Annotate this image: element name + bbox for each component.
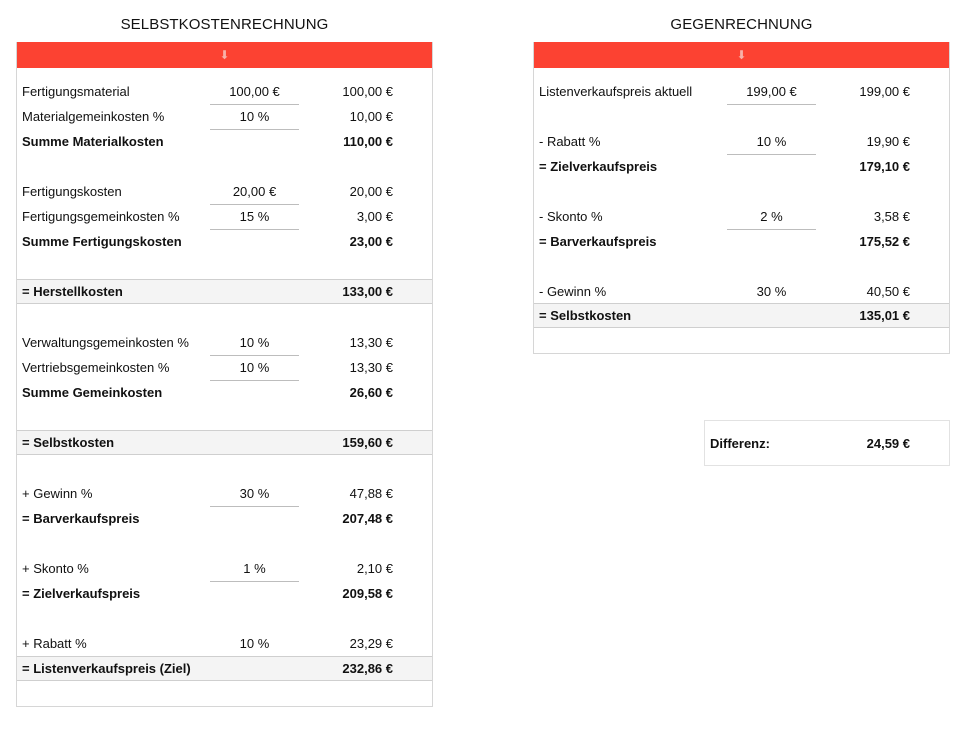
input-cell[interactable]: 10 % <box>727 129 816 154</box>
input-cell[interactable]: 10 % <box>210 355 299 380</box>
row-label: Summe Materialkosten <box>22 134 164 149</box>
table-row <box>17 330 432 355</box>
input-cell[interactable]: 30 % <box>756 284 787 299</box>
table-row <box>534 154 949 179</box>
row-label: Vertriebsgemeinkosten % <box>22 360 170 375</box>
value-cell: 20,00 € <box>349 184 393 199</box>
value-cell: 13,30 € <box>349 360 393 375</box>
value-cell: 3,00 € <box>356 209 393 224</box>
value-cell: 135,01 € <box>859 308 910 323</box>
value-cell: 199,00 € <box>859 84 910 99</box>
row-label: Fertigungsgemeinkosten % <box>22 209 180 224</box>
input-cell[interactable]: 10 % <box>239 636 270 651</box>
table-row <box>17 355 432 380</box>
row-label: Summe Gemeinkosten <box>22 385 163 400</box>
input-cell[interactable]: 15 % <box>210 204 299 229</box>
input-cell[interactable]: 199,00 € <box>727 79 816 104</box>
right-title: GEGENRECHNUNG <box>670 16 813 33</box>
table-row-total <box>17 430 432 455</box>
value-cell: 47,88 € <box>349 486 393 501</box>
input-cell[interactable]: 10 % <box>210 104 299 129</box>
value-cell: 23,00 € <box>349 234 393 249</box>
value-cell: 179,10 € <box>859 159 910 174</box>
left-title: SELBSTKOSTENRECHNUNG <box>120 16 329 33</box>
row-label: - Gewinn % <box>539 284 607 299</box>
input-cell[interactable]: 1 % <box>210 556 299 581</box>
row-label: = Barverkaufspreis <box>539 234 657 249</box>
value-cell: 19,90 € <box>866 134 910 149</box>
row-label: - Rabatt % <box>539 134 601 149</box>
value-cell: 110,00 € <box>343 134 393 149</box>
table-row-total <box>17 656 432 681</box>
table-row <box>534 79 949 104</box>
row-label: + Gewinn % <box>22 486 93 501</box>
row-label: Fertigungskosten <box>22 184 122 199</box>
table-row-total <box>17 279 432 304</box>
table-row <box>17 129 432 154</box>
row-label: + Rabatt % <box>22 636 87 651</box>
arrow-down-icon: ⬇ <box>219 48 230 62</box>
row-label: + Skonto % <box>22 561 89 576</box>
right-header-bar <box>534 42 949 68</box>
input-cell[interactable]: 10 % <box>210 330 299 355</box>
table-row <box>17 506 432 531</box>
input-cell[interactable]: 20,00 € <box>210 179 299 204</box>
difference-value: 24,59 € <box>866 436 910 451</box>
value-cell: 175,52 € <box>859 234 910 249</box>
difference-label: Differenz: <box>710 436 770 451</box>
table-row <box>17 179 432 204</box>
value-cell: 23,29 € <box>349 636 393 651</box>
value-cell: 207,48 € <box>342 511 393 526</box>
row-label: Materialgemeinkosten % <box>22 109 165 124</box>
table-row <box>17 481 432 506</box>
table-row <box>534 129 949 154</box>
row-label: Verwaltungsgemeinkosten % <box>22 335 189 350</box>
table-row <box>17 79 432 104</box>
table-row <box>17 204 432 229</box>
row-label: Listenverkaufspreis aktuell <box>539 84 693 99</box>
table-row <box>17 556 432 581</box>
input-cell[interactable]: 30 % <box>210 481 299 506</box>
table-row <box>17 581 432 606</box>
row-label: = Herstellkosten <box>22 284 123 299</box>
row-label: = Listenverkaufspreis (Ziel) <box>22 661 191 676</box>
left-header-bar <box>17 42 432 68</box>
table-row <box>534 204 949 229</box>
row-label: = Barverkaufspreis <box>22 511 140 526</box>
table-row <box>534 229 949 254</box>
gegenrechnung-table <box>533 42 950 354</box>
input-cell[interactable]: 100,00 € <box>210 79 299 104</box>
value-cell: 26,60 € <box>349 385 393 400</box>
row-label: Summe Fertigungskosten <box>22 234 182 249</box>
selbstkosten-table <box>16 42 433 707</box>
row-label: = Selbstkosten <box>22 435 115 450</box>
table-row <box>17 631 432 656</box>
value-cell: 10,00 € <box>349 109 393 124</box>
difference-box <box>704 420 950 466</box>
value-cell: 232,86 € <box>342 661 393 676</box>
table-row <box>17 229 432 254</box>
row-label: = Zielverkaufspreis <box>22 586 141 601</box>
row-label: = Zielverkaufspreis <box>539 159 658 174</box>
value-cell: 3,58 € <box>873 209 910 224</box>
arrow-down-icon: ⬇ <box>736 48 747 62</box>
value-cell: 133,00 € <box>342 284 393 299</box>
value-cell: 40,50 € <box>866 284 910 299</box>
value-cell: 100,00 € <box>342 84 393 99</box>
input-cell[interactable]: 2 % <box>727 204 816 229</box>
table-row-total <box>534 303 949 328</box>
value-cell: 159,60 € <box>342 435 393 450</box>
value-cell: 209,58 € <box>342 586 393 601</box>
row-label: = Selbstkosten <box>539 308 632 323</box>
table-row <box>17 380 432 405</box>
value-cell: 2,10 € <box>356 561 393 576</box>
value-cell: 13,30 € <box>349 335 393 350</box>
table-row <box>534 279 949 304</box>
row-label: Fertigungsmaterial <box>22 84 130 99</box>
table-row <box>17 104 432 129</box>
row-label: - Skonto % <box>539 209 603 224</box>
